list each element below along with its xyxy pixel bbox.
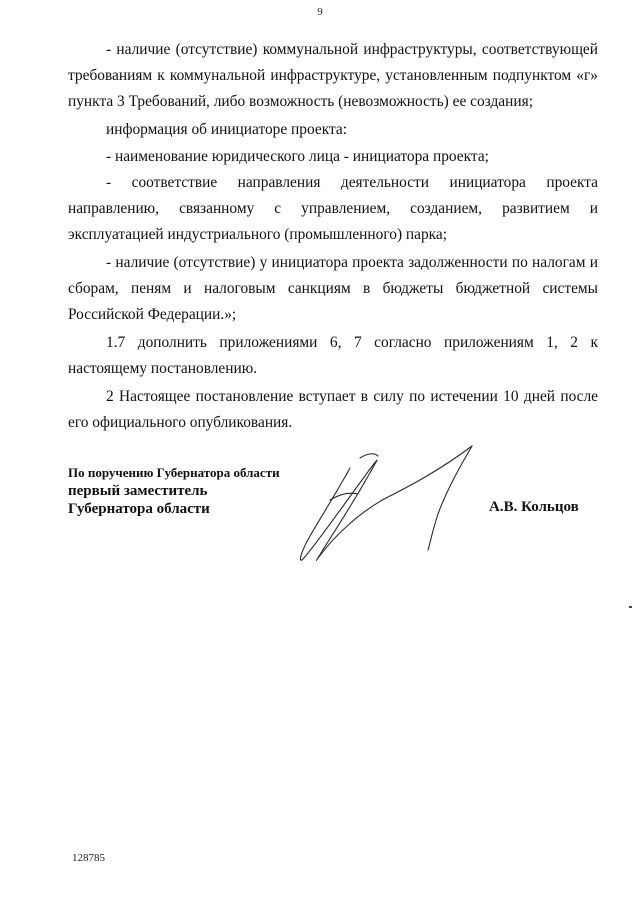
registration-number: 128785 [72,852,105,864]
signature-line-governor: Губернатора области [68,501,210,517]
paragraph-infrastructure: - наличие (отсутствие) коммунальной инфраструктуры, соответствующей требованиям к коммунальной инфраструктуре, установленным подпунктом «г» пункта 3 Требований, либо возможность (невозможность) ее создания; [68,41,598,110]
handwritten-signature [290,440,490,570]
signature-line-authority: По поручению Губернатора области [68,465,280,480]
paragraph-activity-direction: - соответствие направления деятельности инициатора проекта направлению, связанному с управлением, созданием, развитием и эксплуатацией индустриального (промышленного) парка; [68,174,598,243]
signature-line-position: первый заместитель [68,483,208,499]
paragraph-item-1-7: 1.7 дополнить приложениями 6, 7 согласно приложениям 1, 2 к настоящему постановлению. [68,334,598,377]
paragraph-legal-entity-name: - наименование юридического лица - инициатора проекта; [106,148,489,165]
paragraph-item-2: 2 Настоящее постановление вступает в силу по истечении 10 дней после его официального опубликования. [68,388,598,431]
paragraph-tax-debt: - наличие (отсутствие) у инициатора проекта задолженности по налогам и сборам, пеням и налоговым санкциям в бюджеты бюджетной системы Российской Федерации.»; [68,254,598,323]
signatory-name: А.В. Кольцов [489,499,579,515]
paragraph-initiator-info: информация об инициаторе проекта: [106,121,347,138]
signature-title-block [68,464,280,518]
page-number: 9 [317,6,323,18]
scan-mark [629,606,632,608]
